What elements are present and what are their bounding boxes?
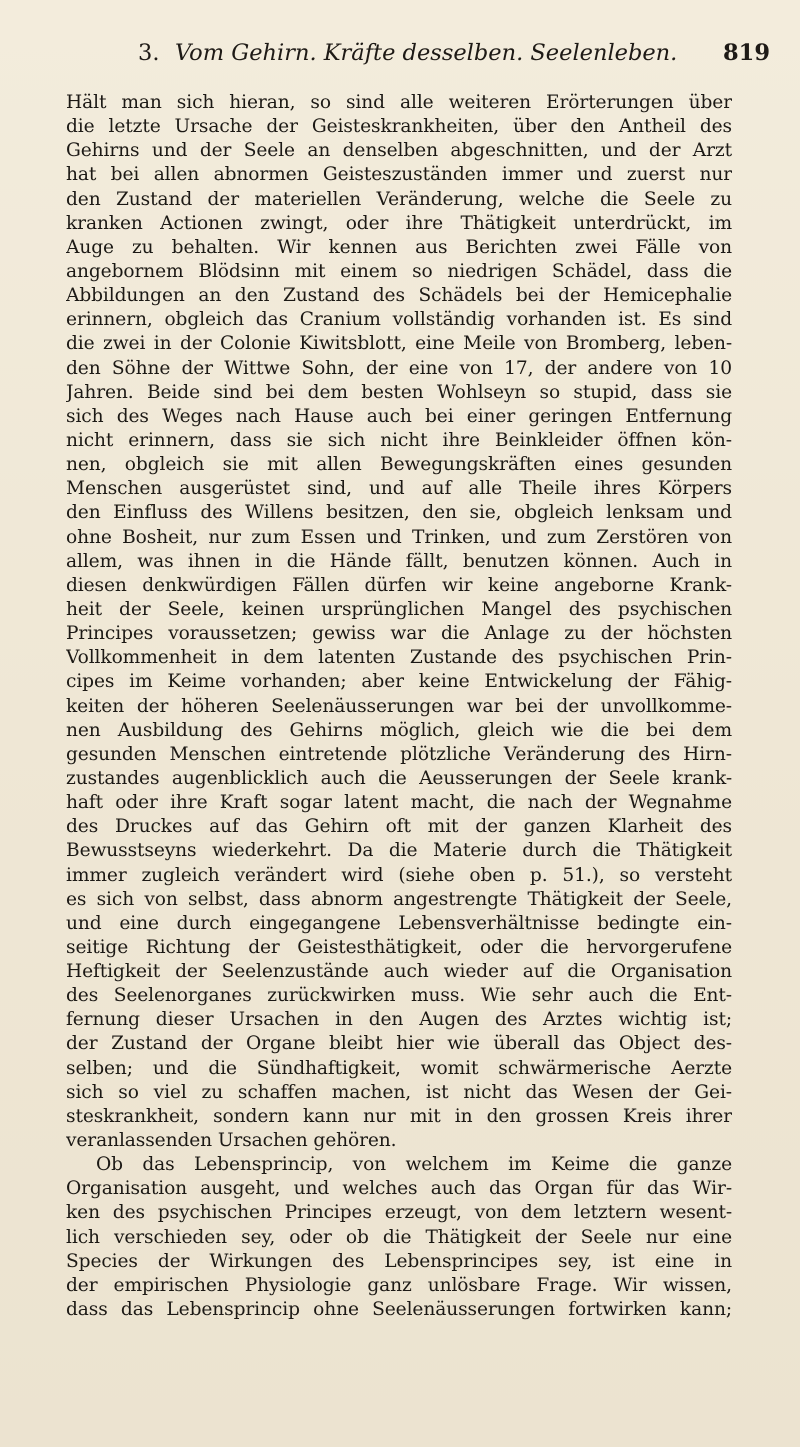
text-line: zustandes augenblicklich auch die Aeusserungen der Seele krank- [66, 767, 732, 789]
text-line: allem, was ihnen in die Hände fällt, benutzen können. Auch in [66, 550, 732, 572]
text-line: Hält man sich hieran, so sind alle weiteren Erörterungen über [66, 92, 732, 113]
page-number: 819 [723, 40, 770, 66]
text-line: diesen denkwürdigen Fällen dürfen wir keine angeborne Krank- [66, 574, 732, 596]
running-head [100, 38, 770, 68]
text-line: des Druckes auf das Gehirn oft mit der ganzen Klarheit des [66, 816, 732, 838]
text-line: keiten der höheren Seelenäusserungen war bei der unvollkomme- [66, 695, 732, 717]
text-line: Gehirns und der Seele an denselben abgeschnitten, und der Arzt [66, 140, 732, 162]
text-line: Ob das Lebensprincip, von welchem im Keime die ganze [96, 1154, 732, 1176]
text-line: Auge zu behalten. Wir kennen aus Berichten zwei Fälle von [66, 236, 732, 258]
text-line: immer zugleich verändert wird (siehe oben p. 51.), so versteht [66, 864, 732, 886]
text-line: angebornem Blödsinn mit einem so niedrigen Schädel, dass die [66, 260, 732, 282]
text-line: veranlassenden Ursachen gehören. [66, 1130, 397, 1152]
text-line: Jahren. Beide sind bei dem besten Wohlseyn so stupid, dass sie [66, 381, 732, 403]
text-line: haft oder ihre Kraft sogar latent macht, die nach der Wegnahme [66, 792, 732, 814]
text-line: die zwei in der Colonie Kiwitsblott, eine Meile von Bromberg, leben- [66, 333, 732, 355]
text-line: den Einfluss des Willens besitzen, den sie, obgleich lenksam und [66, 502, 732, 524]
text-line: hat bei allen abnormen Geisteszuständen immer und zuerst nur [66, 164, 732, 186]
text-line: gesunden Menschen eintretende plötzliche Veränderung des Hirn- [66, 743, 732, 765]
section-number: 3. [138, 40, 160, 66]
text-line: und eine durch eingegangene Lebensverhältnisse bedingte ein- [66, 912, 732, 934]
text-line: Heftigkeit der Seelenzustände auch wieder auf die Organisation [66, 961, 732, 983]
text-line: des Seelenorganes zurückwirken muss. Wie sehr auch die Ent- [66, 985, 732, 1007]
text-line: nen, obgleich sie mit allen Bewegungskräften eines gesunden [66, 454, 732, 476]
text-line: den Söhne der Wittwe Sohn, der eine von 17, der andere von 10 [66, 357, 732, 379]
text-line: cipes im Keime vorhanden; aber keine Entwickelung der Fähig- [66, 671, 732, 693]
text-line: heit der Seele, keinen ursprünglichen Mangel des psychischen [66, 598, 732, 620]
text-line: nicht erinnern, dass sie sich nicht ihre Beinkleider öffnen kön- [66, 429, 732, 451]
text-line: fernung dieser Ursachen in den Augen des Arztes wichtig ist; [66, 1009, 732, 1031]
text-line: es sich von selbst, dass abnorm angestrengte Thätigkeit der Seele, [66, 888, 732, 910]
body-text [66, 91, 732, 1322]
chapter-title: Vom Gehirn. Kräfte desselben. Seelenleben. [175, 40, 678, 66]
text-line: kranken Actionen zwingt, oder ihre Thätigkeit unterdrückt, im [66, 212, 732, 234]
text-line: dass das Lebensprincip ohne Seelenäusserungen fortwirken kann; [66, 1299, 732, 1321]
text-line: ken des psychischen Principes erzeugt, von dem letztern wesent- [66, 1202, 732, 1224]
text-line: erinnern, obgleich das Cranium vollständig vorhanden ist. Es sind [66, 309, 732, 331]
text-line: Vollkommenheit in dem latenten Zustande des psychischen Prin- [66, 647, 732, 669]
text-line: seitige Richtung der Geistesthätigkeit, oder die hervorgerufene [66, 936, 732, 958]
text-line: sich so viel zu schaffen machen, ist nicht das Wesen der Gei- [66, 1081, 732, 1103]
text-line: Abbildungen an den Zustand des Schädels bei der Hemicephalie [66, 285, 732, 307]
text-line: der Zustand der Organe bleibt hier wie überall das Object des- [66, 1033, 732, 1055]
text-line: lich verschieden sey, oder ob die Thätigkeit der Seele nur eine [66, 1226, 732, 1248]
text-line: die letzte Ursache der Geisteskrankheiten, über den Antheil des [66, 116, 732, 138]
text-line: Bewusstseyns wiederkehrt. Da die Materie durch die Thätigkeit [66, 840, 732, 862]
text-line: ohne Bosheit, nur zum Essen und Trinken, und zum Zerstören von [66, 526, 732, 548]
text-line: steskrankheit, sondern kann nur mit in den grossen Kreis ihrer [66, 1105, 732, 1127]
text-line: der empirischen Physiologie ganz unlösbare Frage. Wir wissen, [66, 1274, 732, 1296]
text-line: Organisation ausgeht, und welches auch das Organ für das Wir- [66, 1178, 732, 1200]
text-line: Principes voraussetzen; gewiss war die Anlage zu der höchsten [66, 623, 732, 645]
text-line: Menschen ausgerüstet sind, und auf alle Theile ihres Körpers [66, 478, 732, 500]
text-line: Species der Wirkungen des Lebensprincipes sey, ist eine in [66, 1250, 732, 1272]
text-line: selben; und die Sündhaftigkeit, womit schwärmerische Aerzte [66, 1057, 732, 1079]
text-line: den Zustand der materiellen Veränderung, welche die Seele zu [66, 188, 732, 210]
text-line: nen Ausbildung des Gehirns möglich, gleich wie die bei dem [66, 719, 732, 741]
text-line: sich des Weges nach Hause auch bei einer geringen Entfernung [66, 405, 732, 427]
